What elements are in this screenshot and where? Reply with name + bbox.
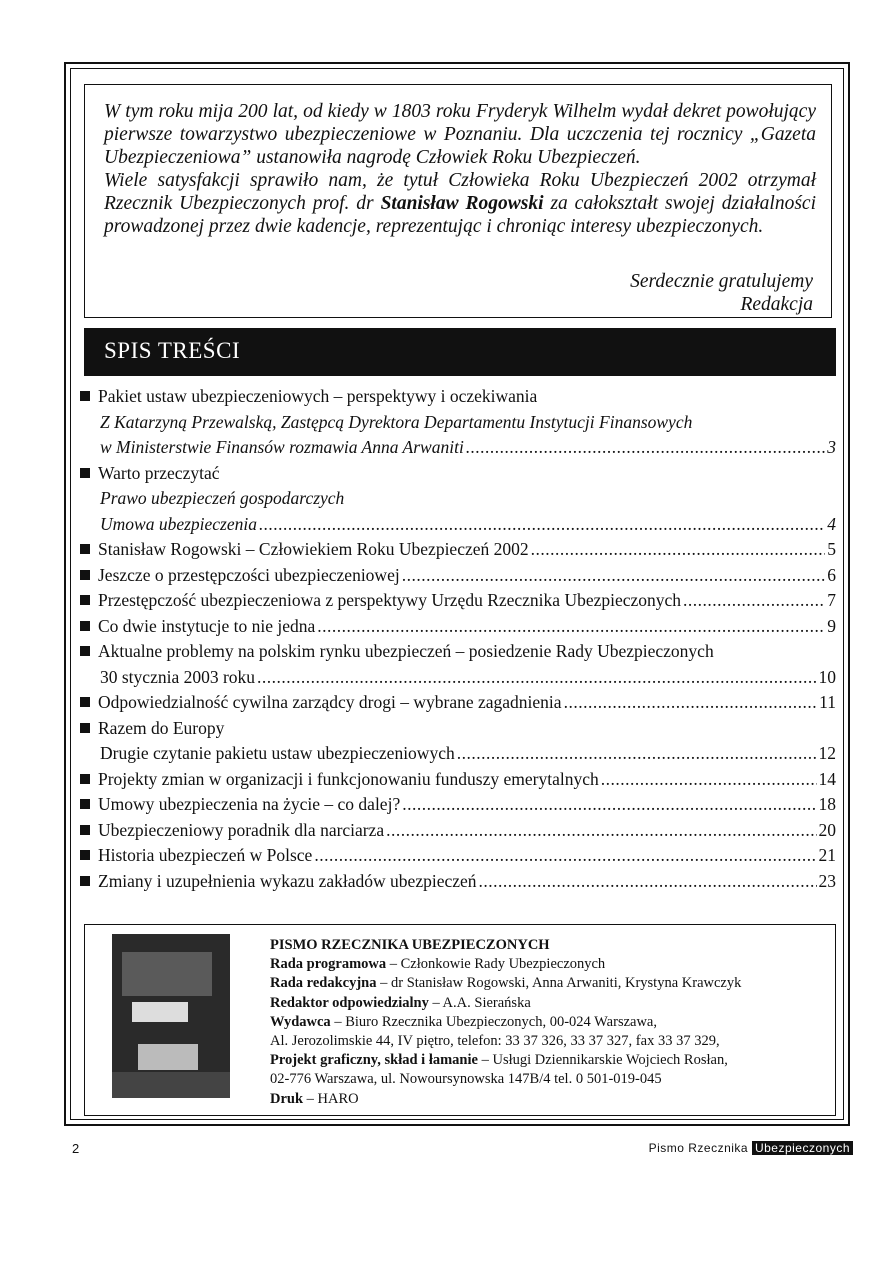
toc-page-number: 5 [827,539,836,559]
toc-page-number: 3 [827,437,836,457]
toc-item-title: Pakiet ustaw ubezpieczeniowych – perspektywy i oczekiwania [98,386,538,406]
toc-item-continuation[interactable] [80,665,836,691]
colophon-label: Projekt graficzny, skład i łamanie [270,1052,478,1069]
intro-paragraph-1: W tym roku mija 200 lat, od kiedy w 1803 roku Fryderyk Wilhelm wydał dekret powołujący pierwsze towarzystwo ubezpieczeniowe w Poznaniu. Dla uczczenia tej rocznicy „Gazeta Ubezpieczeniowa” ustanowiła nagrodę Człowiek Roku Ubezpieczeń. [104,101,816,168]
bullet-square-icon [80,799,90,809]
toc-page-number: 12 [818,743,836,763]
toc-item-subtitle: w Ministerstwie Finansów rozmawia Anna Arwaniti [100,437,464,457]
magazine-name-part1: Pismo Rzecznika [648,1141,749,1155]
toc-item-title: Umowy ubezpieczenia na życie – co dalej? [98,794,401,814]
toc-item[interactable] [80,767,836,793]
toc-page-number: 20 [818,819,836,840]
toc-item[interactable] [80,614,836,640]
bullet-square-icon [80,774,90,784]
bullet-square-icon [80,697,90,707]
toc-item[interactable] [80,384,836,410]
intro-paragraph-2 [104,169,816,238]
colophon-value: – Biuro Rzecznika Ubezpieczonych, 00-024 Warszawa, [330,1013,657,1030]
toc-item-title: 30 stycznia 2003 roku [100,666,256,687]
toc-page-number: 21 [818,845,836,865]
toc-item-title: Stanisław Rogowski – Człowiekiem Roku Ubezpieczeń 2002 [98,539,529,559]
bullet-square-icon [80,544,90,554]
colophon-label: Wydawca [270,1013,331,1030]
magazine-name-part2: Ubezpieczonych [752,1141,853,1155]
toc-title: SPIS TREŚCI [104,338,241,363]
toc-item-title: Co dwie instytucje to nie jedna [98,615,316,636]
toc-item[interactable] [80,818,836,844]
toc-item-title: Odpowiedzialność cywilna zarządcy drogi – wybrane zagadnienia [98,692,562,712]
toc-item-title: Jeszcze o przestępczości ubezpieczeniowej [98,564,400,585]
colophon-label: Redaktor odpowiedzialny [270,994,429,1011]
bullet-square-icon [80,646,90,656]
bullet-square-icon [80,850,90,860]
toc-item[interactable] [80,843,836,869]
colophon-value: – Członkowie Rady Ubezpieczonych [386,956,606,973]
bullet-square-icon [80,570,90,580]
toc-page-number: 14 [818,768,836,789]
toc-page-number: 4 [827,513,836,534]
bullet-square-icon [80,723,90,733]
colophon-value: – HARO [303,1090,359,1107]
toc-subitem[interactable] [80,435,836,461]
colophon-label: Rada programowa [270,956,387,973]
colophon [270,936,830,1109]
bullet-square-icon [80,391,90,401]
toc-item-subtitle: Prawo ubezpieczeń gospodarczych [100,488,345,508]
bullet-square-icon [80,468,90,478]
intro-signature [630,270,813,316]
toc-item[interactable] [80,792,836,818]
colophon-label: Rada redakcyjna [270,975,377,992]
toc-item[interactable] [80,869,836,895]
toc-item-title: Razem do Europy [98,717,225,738]
toc-page-number: 18 [818,794,836,814]
colophon-value: 02-776 Warszawa, ul. Nowoursynowska 147B/4 tel. 0 501-019-045 [270,1071,662,1088]
bullet-square-icon [80,621,90,631]
toc-item-title: Aktualne problemy na polskim rynku ubezpieczeń – posiedzenie Rady Ubezpieczonych [98,641,714,661]
signature-line-2: Redakcja [740,294,813,315]
toc-item-title: Przestępczość ubezpieczeniowa z perspektywy Urzędu Rzecznika Ubezpieczonych [98,590,682,610]
toc-item-title: Zmiany i uzupełnienia wykazu zakładów ubezpieczeń [98,870,477,891]
toc-item-title: Warto przeczytać [98,462,220,483]
intro-text [104,100,816,238]
toc-item[interactable] [80,716,836,742]
page-number: 2 [72,1141,80,1156]
magazine-name [649,1141,853,1155]
table-of-contents [80,384,836,894]
toc-item-title: Projekty zmian w organizacji i funkcjonowaniu funduszy emerytalnych [98,768,599,789]
toc-item[interactable] [80,588,836,614]
toc-subitem [80,486,836,512]
magazine-cover-thumbnail [112,934,230,1098]
toc-subitem [80,410,836,436]
intro-p2-start: Wiele satysfakcji sprawiło nam, że tytuł Człowieka Roku Ubezpieczeń 2002 otrzymał Rzecznik Ubezpieczonych prof. dr [104,170,816,214]
toc-item[interactable] [80,639,836,665]
toc-page-number: 7 [827,590,836,610]
bullet-square-icon [80,876,90,886]
bullet-square-icon [80,595,90,605]
toc-item[interactable] [80,690,836,716]
colophon-value: Al. Jerozolimskie 44, IV piętro, telefon: 33 37 326, 33 37 327, fax 33 37 329, [270,1033,720,1050]
toc-item[interactable] [80,563,836,589]
toc-item[interactable] [80,537,836,563]
toc-item[interactable] [80,461,836,487]
bullet-square-icon [80,825,90,835]
toc-item-subtitle: Z Katarzyną Przewalską, Zastępcą Dyrektora Departamentu Instytucji Finansowych [100,411,693,432]
toc-page-number: 10 [818,666,836,687]
signature-line-1: Serdecznie gratulujemy [630,271,813,292]
toc-item-title: Historia ubezpieczeń w Polsce [98,845,313,865]
toc-page-number: 6 [827,564,836,585]
colophon-title: PISMO RZECZNIKA UBEZPIECZONYCH [270,937,550,953]
toc-page-number: 23 [818,870,836,891]
toc-item-title: Drugie czytanie pakietu ustaw ubezpieczeniowych [100,743,455,763]
colophon-value: – Usługi Dziennikarskie Wojciech Rosłan, [477,1052,728,1069]
colophon-label: Druk [270,1090,304,1107]
colophon-value: – dr Stanisław Rogowski, Anna Arwaniti, Krystyna Krawczyk [376,975,742,992]
toc-item-subtitle: Umowa ubezpieczenia [100,513,257,534]
toc-item-title: Ubezpieczeniowy poradnik dla narciarza [98,819,385,840]
toc-page-number: 11 [819,692,836,712]
intro-p2-name: Stanisław Rogowski [380,193,544,214]
intro-p2-end: za całokształt swojej działalności prowadzonej przez dwie kadencje, reprezentując i chroniąc interesy ubezpieczonych. [104,193,816,237]
toc-page-number: 9 [827,615,836,636]
toc-item-continuation[interactable] [80,741,836,767]
toc-subitem[interactable] [80,512,836,538]
colophon-value: – A.A. Sierańska [428,994,531,1011]
